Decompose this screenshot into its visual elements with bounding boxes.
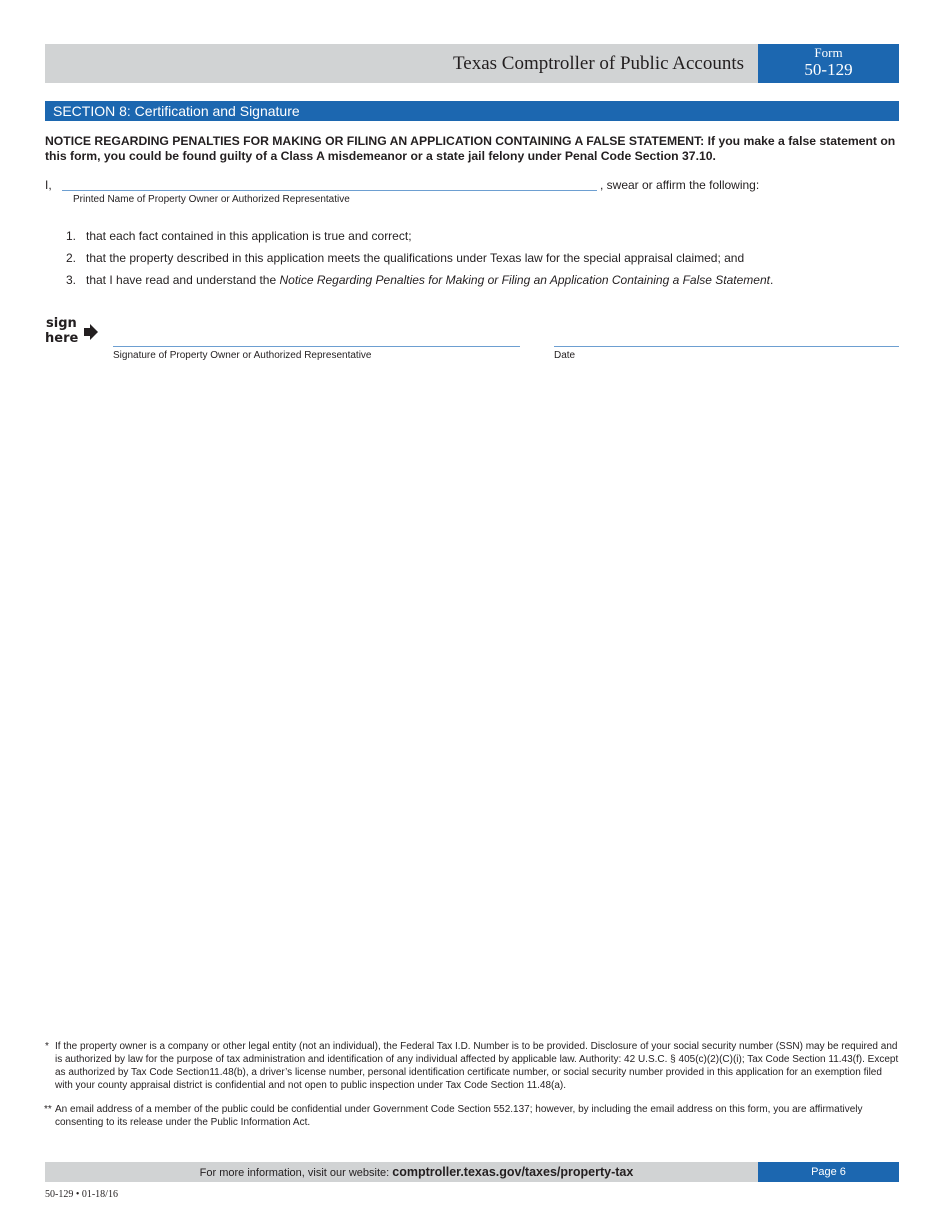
footer-info-text: For more information, visit our website: — [199, 1167, 393, 1179]
signature-underline — [113, 346, 520, 347]
statement-number: 3. — [66, 273, 77, 287]
printed-name-field[interactable] — [62, 176, 597, 191]
statement-text: that the property described in this application meets the qualifications under Texas law for the special appraisal claimed; and — [86, 251, 745, 265]
affirmation-prefix: I, — [45, 178, 52, 192]
header-bar — [45, 44, 758, 83]
website-link[interactable]: comptroller.texas.gov/taxes/property-tax — [392, 1165, 634, 1179]
statement-text-end: . — [769, 273, 774, 287]
date-caption: Date — [554, 350, 576, 361]
date-field[interactable] — [554, 330, 899, 347]
statement-text: that each fact contained in this application is true and correct; — [86, 229, 412, 243]
footnote-text: An email address of a member of the public could be confidential under Government Code Section 552.137; however, by including the email address on this form, you are affirmatively consenting to its release under the Public Information Act. — [55, 1104, 863, 1128]
page-number: Page 6 — [758, 1162, 899, 1182]
footnote-ssn — [45, 1040, 901, 1092]
signature-caption: Signature of Property Owner or Authorized Representative — [113, 350, 372, 361]
statement-text-italic: Notice Regarding Penalties for Making or Filing an Application Containing a False Statement — [279, 273, 770, 287]
penalty-notice: NOTICE REGARDING PENALTIES FOR MAKING OR FILING AN APPLICATION CONTAINING A FALSE STATEMENT: If you make a false statement on this form, you could be found guilty of a Class A misdemeanor or a state jail felony under Penal Code Section 37.10. — [45, 134, 896, 163]
printed-name-underline — [62, 190, 597, 191]
footnote-text: If the property owner is a company or other legal entity (not an individual), the Federal Tax I.D. Number is to be provided. Disclosure of your social security number (SSN) may be required and is authorized by law for the purpose of tax administration and identification of any individual affected by applicable law. Authority: 42 U.S.C. § 405(c)(2)(C)(i); Tax Code Section 11.43(f). Except as authorized by Tax Code Section11.48(b), a driver’s license number, personal identification certificate number, or social security number provided in this application for an exemption filed with your county appraisal district is confidential and not open to public inspection under Tax Code Section 11.48(a). — [55, 1041, 899, 1091]
footnote-email — [45, 1103, 901, 1129]
statement-2 — [66, 251, 896, 265]
form-label: Form — [814, 45, 843, 60]
section-title: SECTION 8: Certification and Signature — [45, 101, 899, 121]
form-number-box — [758, 44, 899, 83]
printed-name-caption: Printed Name of Property Owner or Authorized Representative — [73, 194, 350, 205]
form-number: 50-129 — [804, 60, 853, 79]
agency-name: Texas Comptroller of Public Accounts — [452, 53, 744, 74]
sign-word: sign — [46, 316, 77, 331]
footnote-mark: * — [45, 1041, 49, 1052]
statement-text-plain: that I have read and understand the — [86, 273, 280, 287]
statement-number: 1. — [66, 229, 77, 243]
date-underline — [554, 346, 899, 347]
form-revision-code: 50-129 • 01-18/16 — [45, 1189, 118, 1200]
statement-1 — [66, 229, 896, 243]
sign-here-marker — [45, 317, 100, 347]
statement-text — [86, 273, 773, 287]
footnote-mark: ** — [44, 1104, 52, 1115]
arrow-right-icon — [84, 324, 98, 340]
signature-field[interactable] — [113, 330, 520, 347]
affirmation-suffix: , swear or affirm the following: — [600, 178, 760, 192]
statement-number: 2. — [66, 251, 77, 265]
here-word: here — [45, 331, 79, 346]
footer-bar — [45, 1162, 758, 1182]
statement-3 — [66, 273, 896, 287]
